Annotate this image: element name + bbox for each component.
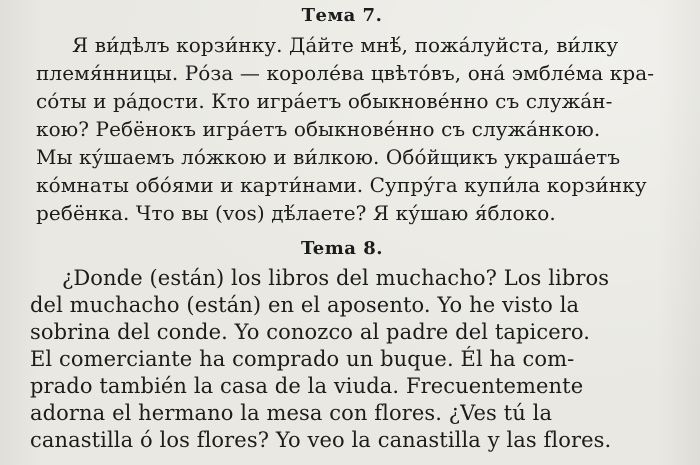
text-line: ребёнка. Что вы (vos) дѣ́лаете? Я ку́шаю я́блоко. [36,201,556,225]
text-line: prado también la casa de la viuda. Frecuentemente [30,374,584,398]
text-line: кою? Ребёнокъ игра́етъ обыкнове́нно съ служа́нкою. [36,117,601,141]
text-line: adorna el hermano la mesa con flores. ¿Ves tú la [30,401,553,425]
text-line: canastilla ó los flores? Yo veo la canastilla y las flores. [30,428,612,452]
section-heading-tema-7: Тема 7. [301,5,383,26]
text-line: ко́мнаты обо́ями и карти́нами. Супру́га купи́ла корзи́нку [36,173,647,197]
text-line: sobrina del conde. Yo conozco al padre del tapicero. [30,320,591,344]
text-line: племя́нницы. Ро́за — короле́ва цвѣто́въ, она́ эмбле́ма кра- [36,61,655,85]
text-line: ¿Donde (están) los libros del muchacho? Los libros [62,266,610,290]
text-line: del muchacho (están) en el aposento. Yo he visto la [30,293,580,317]
text-line: Я ви́дѣлъ корзи́нку. Да́йте мнѣ́, пожа́луйста, ви́лку [72,33,619,57]
text-line: со́ты и ра́дости. Кто игра́етъ обыкнове́нно съ служа́н- [36,89,613,113]
text-line: Мы ку́шаемъ ло́жкою и ви́лкою. Обо́йщикъ украша́етъ [36,145,621,169]
section-heading-tema-8: Tema 8. [300,238,384,259]
text-line: El comerciante ha comprado un buque. Él ha com- [30,347,575,371]
